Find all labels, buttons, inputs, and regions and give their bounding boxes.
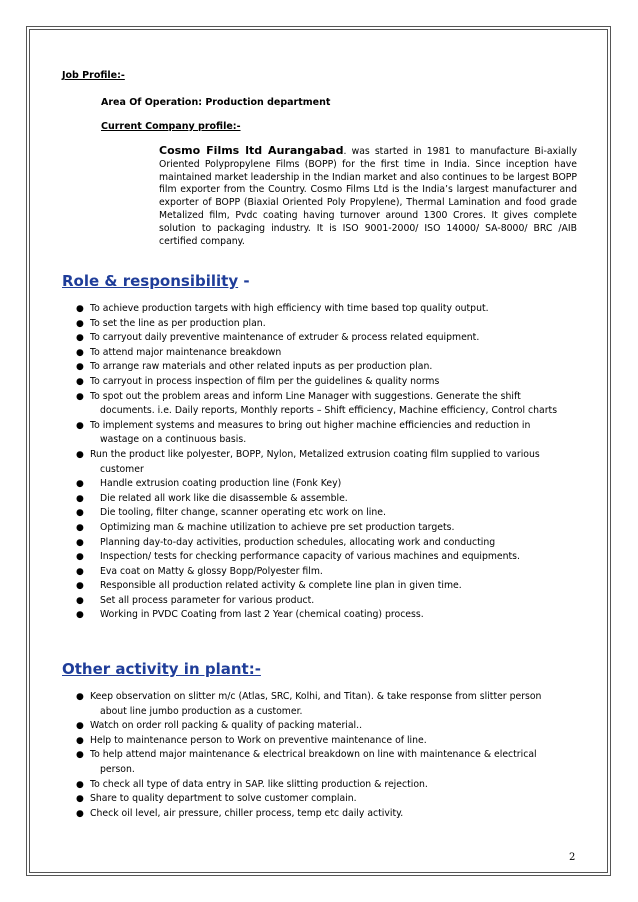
list-item-text: To spot out the problem areas and inform Line Manager with suggestions. Generate the shift	[90, 390, 521, 402]
list-item-text: Run the product like polyester, BOPP, Nylon, Metalized extrusion coating film supplied to various	[90, 448, 540, 460]
list-item-text: To implement systems and measures to bring out higher machine efficiencies and reduction in	[90, 419, 531, 431]
other-activity-heading	[62, 660, 261, 678]
list-item-text: To set the line as per production plan.	[90, 317, 266, 329]
list-item	[76, 477, 576, 492]
list-item-text: To carryout in process inspection of film per the guidelines & quality norms	[90, 375, 440, 387]
bullet-icon: ●	[76, 721, 84, 732]
list-item	[76, 579, 576, 594]
list-item-text: To help attend major maintenance & electrical breakdown on line with maintenance & electrical	[90, 749, 537, 761]
list-item	[76, 748, 579, 777]
list-item	[76, 807, 579, 822]
role-heading-suffix: -	[238, 272, 250, 290]
list-item-continuation: customer	[100, 463, 144, 475]
list-item	[76, 778, 579, 793]
list-item-text: To arrange raw materials and other related inputs as per production plan.	[90, 361, 433, 373]
list-item	[76, 719, 579, 734]
list-item-continuation: wastage on a continuous basis.	[100, 434, 247, 446]
bullet-icon: ●	[76, 522, 84, 533]
list-item-continuation: about line jumbo production as a customer.	[100, 705, 303, 717]
current-company-heading: Current Company profile:-	[101, 121, 241, 132]
list-item	[76, 690, 579, 719]
list-item-text: Share to quality department to solve customer complain.	[90, 793, 357, 805]
list-item	[76, 419, 576, 448]
other-activity-list	[76, 690, 579, 821]
list-item	[76, 565, 576, 580]
bullet-icon: ●	[76, 347, 84, 358]
bullet-icon: ●	[76, 750, 84, 761]
list-item-text: Keep observation on slitter m/c (Atlas, SRC, Kolhi, and Titan). & take response from slitter person	[90, 691, 542, 702]
list-item-continuation: documents. i.e. Daily reports, Monthly reports – Shift efficiency, Machine efficiency, Control charts	[100, 405, 558, 417]
list-item	[76, 331, 576, 346]
list-item-text: Eva coat on Matty & glossy Bopp/Polyester film.	[100, 565, 323, 577]
list-item	[76, 536, 576, 551]
bullet-icon: ●	[76, 318, 84, 329]
list-item-text: Working in PVDC Coating from last 2 Year (chemical coating) process.	[100, 609, 424, 621]
other-heading-text: Other activity in plant:-	[62, 660, 261, 678]
list-item-continuation: person.	[100, 763, 135, 775]
list-item	[76, 492, 576, 507]
list-item-text: To achieve production targets with high efficiency with time based top quality output.	[90, 303, 489, 314]
list-item-text: Set all process parameter for various product.	[100, 594, 315, 606]
bullet-icon: ●	[76, 808, 84, 819]
bullet-icon: ●	[76, 735, 84, 746]
bullet-icon: ●	[76, 304, 84, 314]
company-name: Cosmo Films ltd Aurangabad	[159, 144, 344, 157]
area-of-operation	[101, 97, 330, 108]
area-of-operation-label: Area Of Operation:	[101, 97, 203, 108]
page-number: 2	[569, 852, 576, 863]
area-of-operation-value: Production department	[205, 97, 331, 108]
list-item-text: Die related all work like die disassemble & assemble.	[100, 492, 348, 504]
bullet-icon: ●	[76, 376, 84, 387]
bullet-icon: ●	[76, 566, 84, 577]
list-item	[76, 550, 576, 565]
list-item	[76, 506, 576, 521]
company-profile-paragraph	[159, 145, 577, 248]
list-item	[76, 594, 576, 609]
bullet-icon: ●	[76, 479, 84, 490]
list-item-text: To check all type of data entry in SAP. like slitting production & rejection.	[90, 778, 428, 790]
bullet-icon: ●	[76, 493, 84, 504]
list-item-text: Inspection/ tests for checking performance capacity of various machines and equipments.	[100, 551, 520, 563]
list-item	[76, 346, 576, 361]
bullet-icon: ●	[76, 692, 84, 702]
bullet-icon: ●	[76, 595, 84, 606]
bullet-icon: ●	[76, 420, 84, 431]
list-item-text: Responsible all production related activity & complete line plan in given time.	[100, 580, 462, 592]
list-item	[76, 792, 579, 807]
list-item	[76, 317, 576, 332]
bullet-icon: ●	[76, 449, 84, 460]
list-item	[76, 375, 576, 390]
bullet-icon: ●	[76, 779, 84, 790]
list-item-text: Handle extrusion coating production line (Fonk Key)	[100, 478, 342, 490]
role-heading-text: Role & responsibility	[62, 272, 239, 290]
company-description: . was started in 1981 to manufacture Bi-axially Oriented Polypropylene Films (BOPP) for the first time in India. Since inception have maintained market leadership in the Indian market and also continues to be largest BOPP film exporter from the Country. Cosmo Films Ltd is the India’s largest manufacturer and exporter of BOPP (Biaxial Oriented Poly Propylene), Thermal Lamination and food grade Metalized film, Pvdc coating having turnover around 1300 Crores. It gives complete solution to packaging industry. It is ISO 9001-2000/ ISO 14000/ SA-8000/ BRC /AIB certified company.	[159, 146, 577, 247]
list-item-text: Die tooling, filter change, scanner operating etc work on line.	[100, 507, 386, 519]
list-item	[76, 734, 579, 749]
bullet-icon: ●	[76, 362, 84, 373]
role-responsibility-list	[76, 302, 576, 623]
list-item-text: Help to maintenance person to Work on preventive maintenance of line.	[90, 734, 427, 746]
bullet-icon: ●	[76, 581, 84, 592]
bullet-icon: ●	[76, 537, 84, 548]
list-item-text: Planning day-to-day activities, production schedules, allocating work and conducting	[100, 536, 496, 548]
list-item-text: To carryout daily preventive maintenance of extruder & process related equipment.	[90, 332, 480, 344]
list-item	[76, 448, 576, 477]
bullet-icon: ●	[76, 610, 84, 621]
list-item-text: Watch on order roll packing & quality of packing material..	[90, 720, 363, 732]
bullet-icon: ●	[76, 508, 84, 519]
list-item-text: To attend major maintenance breakdown	[90, 346, 282, 358]
job-profile-heading: Job Profile:-	[62, 70, 125, 81]
list-item	[76, 360, 576, 375]
list-item	[76, 302, 576, 317]
role-responsibility-heading	[62, 272, 250, 290]
bullet-icon: ●	[76, 794, 84, 805]
list-item-text: Optimizing man & machine utilization to achieve pre set production targets.	[100, 521, 455, 533]
list-item	[76, 390, 576, 419]
list-item	[76, 608, 576, 623]
bullet-icon: ●	[76, 552, 84, 563]
list-item-text: Check oil level, air pressure, chiller process, temp etc daily activity.	[90, 807, 404, 819]
bullet-icon: ●	[76, 333, 84, 344]
bullet-icon: ●	[76, 391, 84, 402]
list-item	[76, 521, 576, 536]
